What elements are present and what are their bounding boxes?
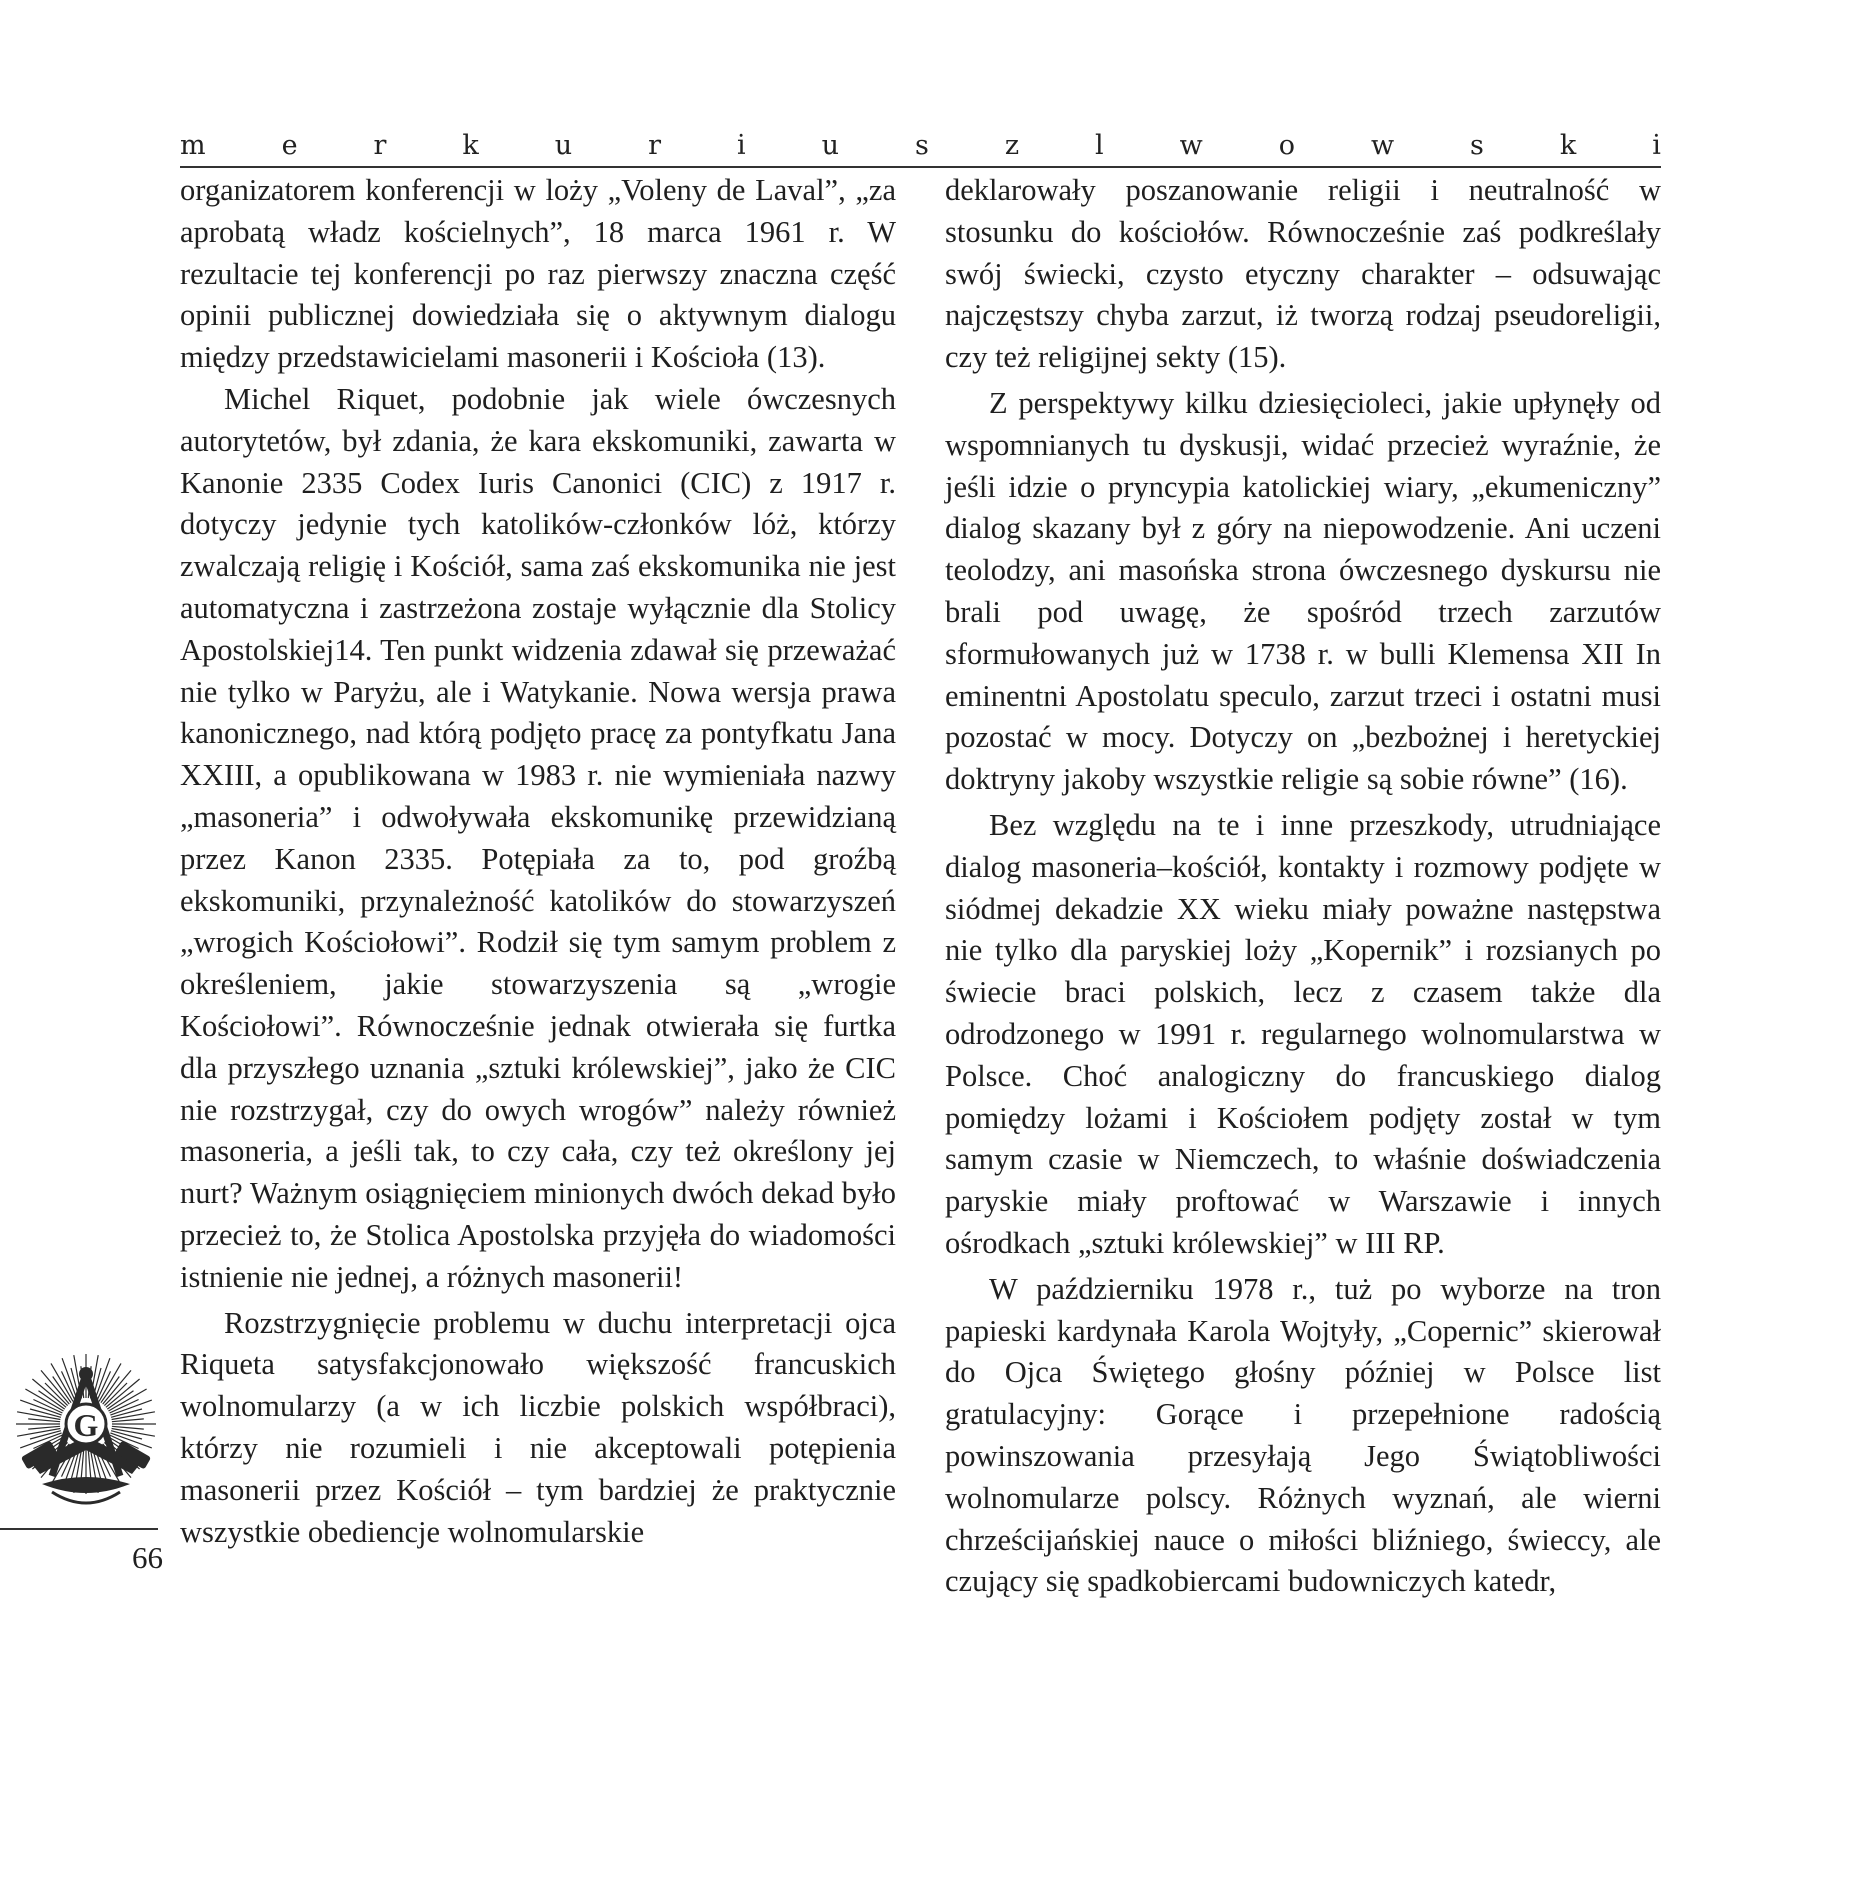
running-head-letter: r [648,130,662,161]
running-head-letter: u [821,130,840,161]
running-head-letter: r [373,130,387,161]
running-head-letter: w [1179,130,1203,161]
running-head-letter: l [1095,130,1104,161]
running-head-letter: k [462,130,479,161]
emblem-letter: G [73,1407,99,1443]
running-head-letter: k [1559,130,1577,161]
running-head [180,131,1661,161]
header-rule [180,166,1661,168]
paragraph: Rozstrzygnięcie problemu w duchu interpretacji ojca Riqueta satysfakcjonowało większość francuskich wolnomularzy (a w ich liczbie polskich współbraci), którzy nie rozumieli i nie akceptowali potępienia masonerii przez Kościół – tym bardziej że praktycznie wszystkie obediencje wolnomularskie [180,1305,896,1549]
running-head-letter: s [914,130,929,161]
running-head-letter: e [281,130,298,161]
right-column [945,170,1661,1603]
left-column [180,170,896,1553]
paragraph: organizatorem konferencji w loży „Voleny de Laval”, „za aprobatą władz kościelnych”, 18 marca 1961 r. W rezultacie tej konferencji po raz pierwszy znaczna część opinii publicznej dowiedziała się o aktywnym dialogu między przedstawicielami masonerii i Kościoła (13). [180,173,896,375]
running-head-letter: s [1470,130,1484,161]
paragraph: deklarowały poszanowanie religii i neutralność w stosunku do kościołów. Równocześnie zaś podkreślały swój świecki, czysto etyczny charakter – odsuwając najczęstszy chyba zarzut, iż tworzą rodzaj pseudoreligii, czy też religijnej sekty (15). [945,173,1661,375]
square-and-compass-icon [2,1352,170,1518]
running-head-letter: o [1278,130,1295,161]
page-number-rule [0,1528,158,1530]
paragraph: Z perspektywy kilku dziesięcioleci, jakie upłynęły od wspomnianych tu dyskusji, widać przecież wyraźnie, że jeśli idzie o pryncypia katolickiej wiary, „ekumeniczny” dialog skazany był z góry na niepowodzenie. Ani uczeni teolodzy, ani masońska strona ówczesnego dyskursu nie brali pod uwagę, że spośród trzech zarzutów sformułowanych już w 1738 r. w bulli Klemensa XII In eminentni Apostolatu speculo, zarzut trzeci i ostatni musi pozostać w mocy. Dotyczy on „bezbożnej i heretyckiej doktryny jakoby wszystkie religie są sobie równe” (16). [945,385,1661,797]
running-head-letter: w [1370,130,1395,161]
running-head-letter: u [554,130,573,161]
running-head-letter: z [1004,130,1020,161]
running-head-letter: i [737,130,746,161]
paragraph: Bez względu na te i inne przeszkody, utrudniające dialog masoneria–kościół, kontakty i rozmowy podjęte w siódmej dekadzie XX wieku miały poważne następstwa nie tylko dla paryskiej loży „Kopernik” i rozsianych po świecie braci polskich, lecz z czasem także dla odrodzonego w 1991 r. regularnego wolnomularstwa w Polsce. Choć analogiczny do francuskiego dialog pomiędzy lożami i Kościołem podjęty został w tym samym czasie w Niemczech, to właśnie doświadczenia paryskie miały proftować w Warszawie i innych ośrodkach „sztuki królewskiej” w III RP. [945,807,1661,1260]
paragraph: Michel Riquet, podobnie jak wiele ówczesnych autorytetów, był zdania, że kara ekskomuniki, zawarta w Kanonie 2335 Codex Iuris Canonici (CIC) z 1917 r. dotyczy jedynie tych katolików-członków lóż, którzy zwalczają religię i Kościół, sama zaś ekskomunika nie jest automatyczna i zastrzeżona zostaje wyłącznie dla Stolicy Apostolskiej14. Ten punkt widzenia zdawał się przeważać nie tylko w Paryżu, ale i Watykanie. Nowa wersja prawa kanonicznego, nad którą podjęto pracę za pontyfkatu Jana XXIII, a opublikowana w 1983 r. nie wymieniała nazwy „masoneria” i odwoływała ekskomunikę przewidzianą przez Kanon 2335. Potępiała za to, pod groźbą ekskomuniki, przynależność katolików do stowarzyszeń „wrogich Kościołowi”. Rodził się tym samym problem z określeniem, jakie stowarzyszenia są „wrogie Kościołowi”. Równocześnie jednak otwierała się furtka dla przyszłego uznania „sztuki królewskiej”, jako że CIC nie rozstrzygał, czy do owych wrogów” należy również masoneria, a jeśli tak, to czy cała, czy też określony jej nurt? Ważnym osiągnięciem minionych dwóch dekad było przecież to, że Stolica Apostolska przyjęła do wiadomości istnienie nie jednej, a różnych masonerii! [180,381,896,1294]
page-number: 66 [132,1540,163,1575]
running-head-letter: i [1652,130,1661,161]
paragraph: W październiku 1978 r., tuż po wyborze na tron papieski kardynała Karola Wojtyły, „Copernic” skierował do Ojca Świętego głośny później w Polsce list gratulacyjny: Gorące i przepełnione radością powinszowania przesyłają Jego Świątobliwości wolnomularze polscy. Różnych wyznań, ale wierni chrześcijańskiej nauce o miłości bliźniego, świeccy, ale czujący się spadkobiercami budowniczych katedr, [945,1271,1661,1599]
running-head-letter: m [180,130,206,161]
